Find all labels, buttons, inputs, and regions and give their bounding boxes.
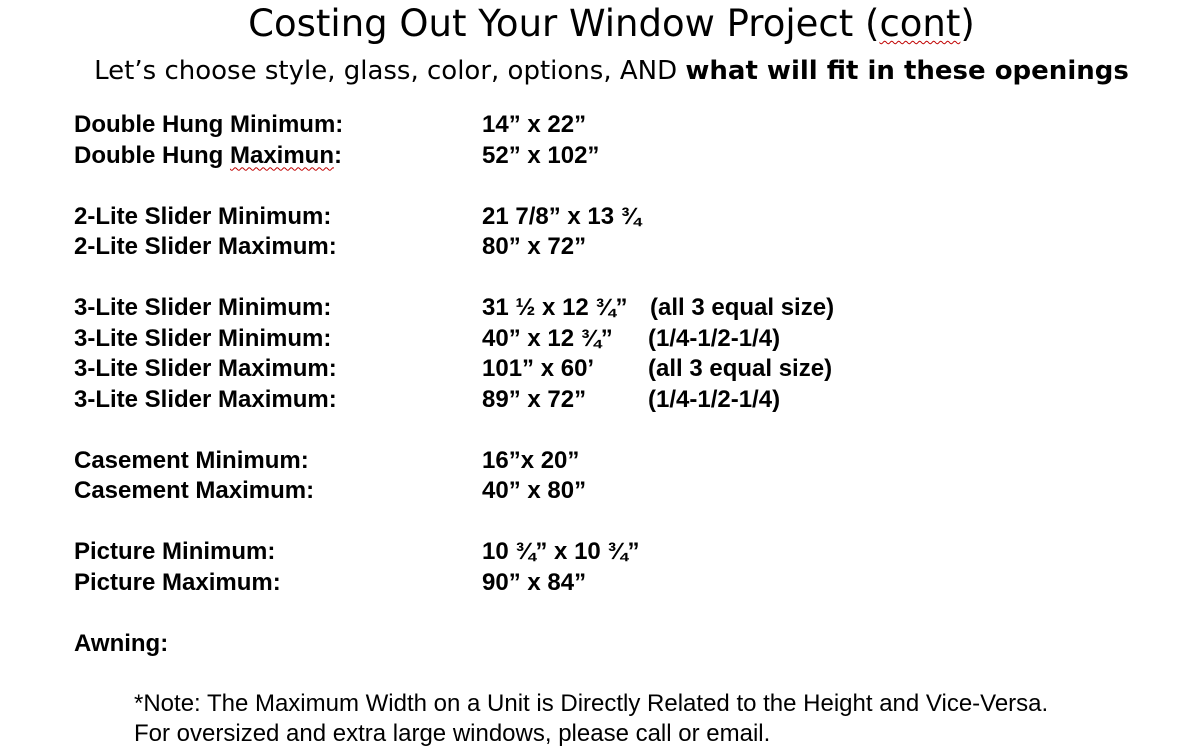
- spec-value: 89” x 72”: [482, 385, 587, 413]
- footnote-line-2: For oversized and extra large windows, please call or email.: [134, 720, 771, 747]
- spec-label: Picture Minimum:: [74, 538, 276, 565]
- subtitle-bold-text: what will fit in these openings: [685, 56, 1129, 86]
- spec-label: Casement Maximum:: [74, 477, 315, 504]
- subtitle-normal-text: Let’s choose style, glass, color, options, AND: [94, 56, 686, 86]
- spec-value: 90” x 84”: [482, 568, 587, 596]
- spec-value: 101” x 60’: [482, 355, 595, 382]
- spec-label-after: :: [334, 141, 342, 169]
- spec-value: 21 7/8” x 13 ¾: [482, 202, 641, 230]
- spec-label-before: Double Hung: [74, 141, 230, 169]
- spec-label: Casement Minimum:: [74, 446, 309, 474]
- spec-label-spellcheck-word: Maximun: [229, 141, 334, 169]
- spec-value: 80” x 72”: [482, 233, 587, 260]
- spec-note: (1/4-1/2-1/4): [648, 324, 781, 352]
- spec-label: 3-Lite Slider Minimum:: [74, 294, 332, 321]
- footnote-line-1: *Note: The Maximum Width on a Unit is Directly Related to the Height and Vice-Versa.: [134, 690, 1049, 717]
- spec-note: (all 3 equal size): [650, 294, 835, 321]
- spec-label: Double Hung Minimum:: [74, 111, 344, 138]
- spec-label: 3-Lite Slider Minimum:: [74, 324, 332, 352]
- slide-title: [0, 0, 1201, 48]
- spec-note: (1/4-1/2-1/4): [648, 385, 781, 413]
- title-text-spellcheck-word: cont: [879, 2, 961, 45]
- spec-label: Awning:: [74, 629, 169, 657]
- spec-value: 40” x 12 ¾”: [482, 324, 613, 352]
- spec-value: 52” x 102”: [482, 141, 600, 169]
- spec-label: Picture Maximum:: [74, 568, 281, 596]
- spec-value: 10 ¾” x 10 ¾”: [482, 538, 640, 565]
- spec-label: 2-Lite Slider Maximum:: [74, 233, 337, 260]
- spec-value: 16”x 20”: [482, 446, 580, 474]
- spec-label: [74, 141, 342, 172]
- spec-note: (all 3 equal size): [648, 355, 833, 382]
- spec-label: 3-Lite Slider Maximum:: [74, 355, 337, 382]
- spec-label: 3-Lite Slider Maximum:: [74, 385, 337, 413]
- title-text-before: Costing Out Your Window Project (: [248, 2, 880, 45]
- spec-value: 40” x 80”: [482, 477, 587, 504]
- spec-label: 2-Lite Slider Minimum:: [74, 202, 332, 230]
- footnote: [134, 689, 1048, 749]
- slide-subtitle: [0, 52, 1201, 90]
- spec-value: 14” x 22”: [482, 111, 587, 138]
- title-text-after: ): [960, 2, 975, 45]
- spec-value: 31 ½ x 12 ¾”: [482, 294, 628, 321]
